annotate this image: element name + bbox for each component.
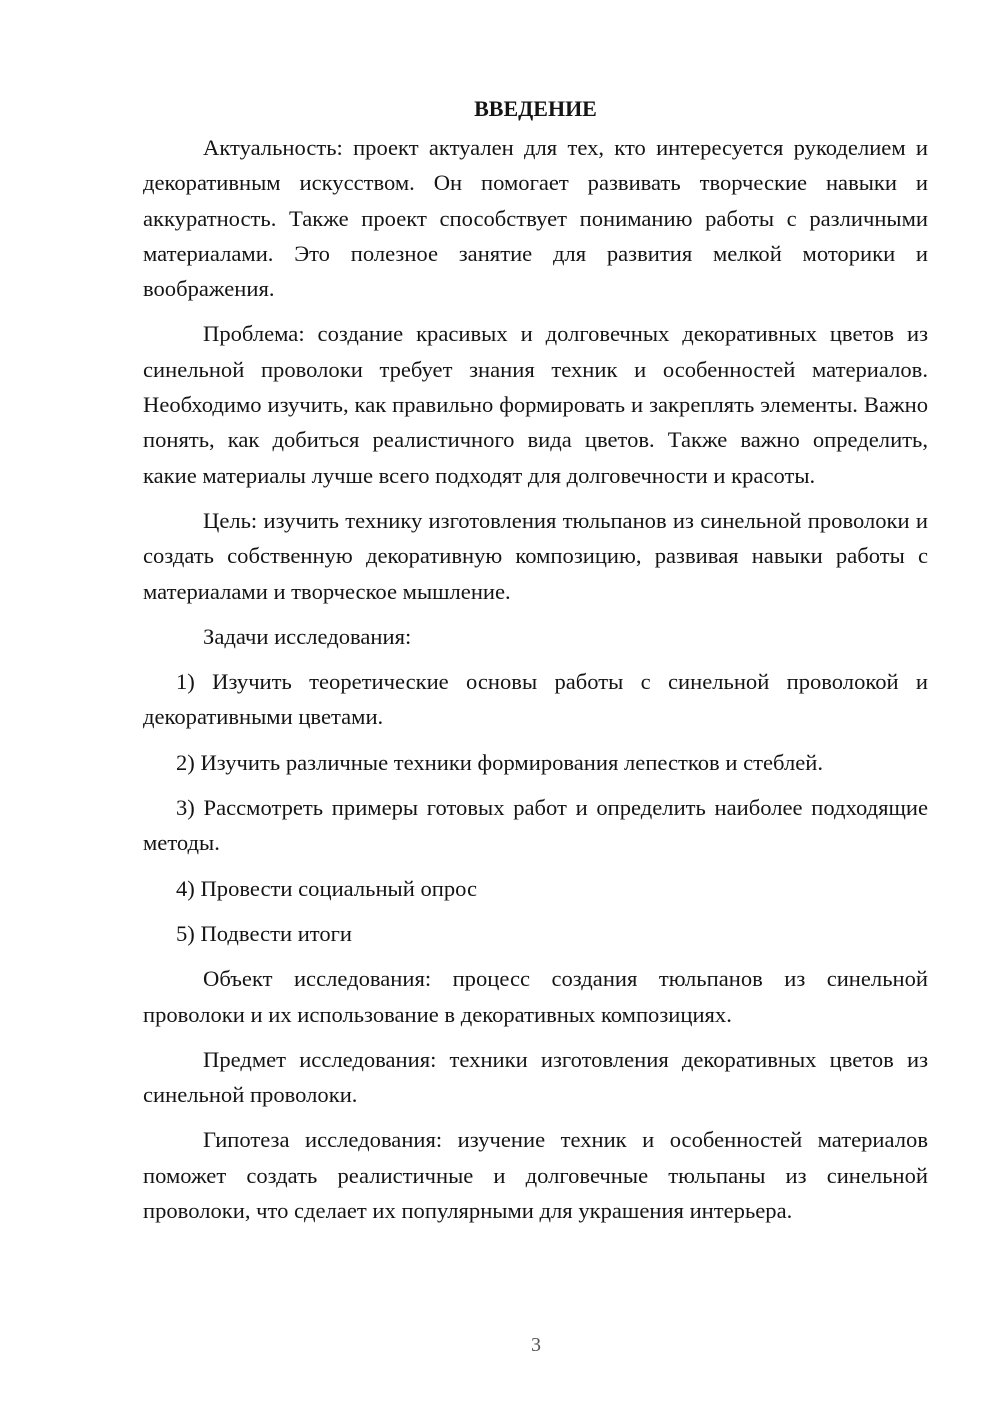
task-item: 1) Изучить теоретические основы работы с синельной проволокой и декоративными цветами. [143, 669, 928, 730]
paragraph-subject: Предмет исследования: техники изготовления декоративных цветов из синельной проволоки. [143, 1046, 928, 1108]
tasks-list [143, 664, 928, 951]
paragraph-goal: Цель: изучить технику изготовления тюльпанов из синельной проволоки и создать собственную декоративную композицию, развивая навыки работы с материалами и творческое мышление. [143, 507, 928, 604]
task-item: 2) Изучить различные техники формирования лепестков и стеблей. [176, 749, 824, 775]
tasks-heading: Задачи исследования: [203, 623, 412, 649]
paragraph-hypothesis: Гипотеза исследования: изучение техник и особенностей материалов поможет создать реалистичные и долговечные тюльпаны из синельной проволоки, что сделает их популярными для украшения интерьера. [143, 1127, 928, 1224]
paragraph-problem: Проблема: создание красивых и долговечных декоративных цветов из синельной проволоки требует знания техник и особенностей материалов. Необходимо изучить, как правильно формировать и закреплять элементы. Важно понять, как добиться реалистичного вида цветов. Также важно определить, какие материалы лучше всего подходят для долговечности и красоты. [143, 321, 928, 488]
paragraph-object: Объект исследования: процесс создания тюльпанов из синельной проволоки и их использование в декоративных композициях. [143, 966, 928, 1027]
task-item: 4) Провести социальный опрос [176, 875, 478, 901]
page-title: ВВЕДЕНИЕ [474, 96, 597, 121]
document-page [143, 94, 928, 1238]
task-item: 5) Подвести итоги [176, 920, 353, 946]
paragraph-relevance: Актуальность: проект актуален для тех, кто интересуется рукоделием и декоративным искусством. Он помогает развивать творческие навыки и аккуратность. Также проект способствует пониманию работы с различными материалами. Это полезное занятие для развития мелкой моторики и воображения. [143, 135, 928, 302]
page-number: 3 [531, 1334, 541, 1356]
task-item: 3) Рассмотреть примеры готовых работ и определить наиболее подходящие методы. [143, 795, 928, 856]
